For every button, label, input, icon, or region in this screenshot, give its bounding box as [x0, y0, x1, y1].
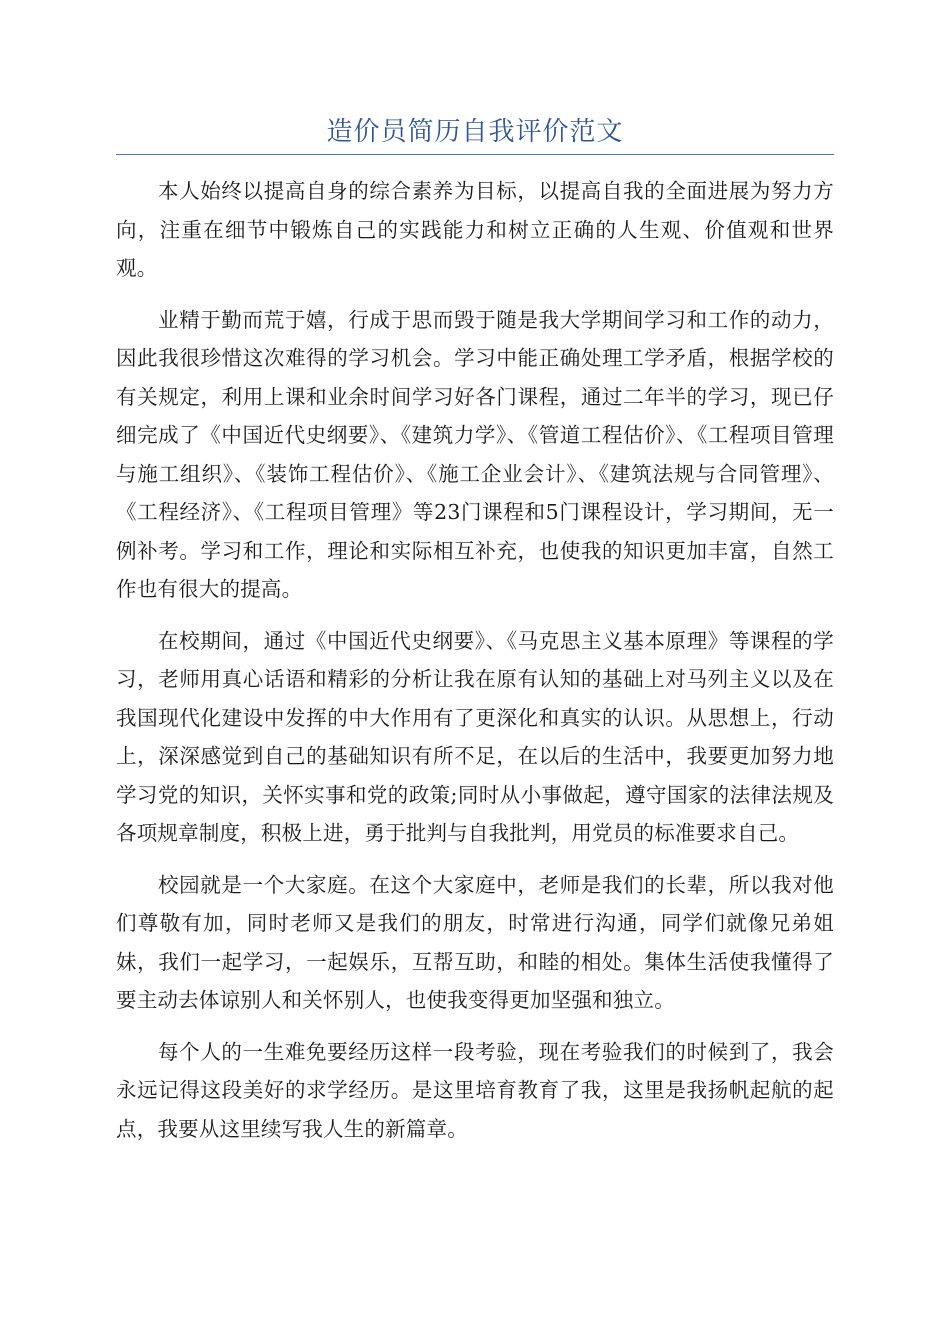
paragraph-5: 每个人的一生难免要经历这样一段考验，现在考验我们的时候到了，我会永远记得这段美好的求学经历。是这里培育教育了我，这里是我扬帆起航的起点，我要从这里续写我人生的新篇章。 [116, 1039, 834, 1141]
document-body [116, 172, 834, 1161]
title-underline [116, 154, 834, 155]
paragraph-3: 在校期间，通过《中国近代史纲要》、《马克思主义基本原理》等课程的学习，老师用真心话语和精彩的分析让我在原有认知的基础上对马列主义以及在我国现代化建设中发挥的中大作用有了更深化和真实的认识。从思想上，行动上，深深感觉到自己的基础知识有所不足，在以后的生活中，我要更加努力地学习党的知识，关怀实事和党的政策;同时从小事做起，遵守国家的法律法规及各项规章制度，积极上进，勇于批判与自我批判，用党员的标准要求自己。 [116, 628, 834, 845]
document-title: 造价员简历自我评价范文 [326, 117, 624, 147]
paragraph-4: 校园就是一个大家庭。在这个大家庭中，老师是我们的长辈，所以我对他们尊敬有加，同时老师又是我们的朋友，时常进行沟通，同学们就像兄弟姐妹，我们一起学习，一起娱乐，互帮互助，和睦的相处。集体生活使我懂得了要主动去体谅别人和关怀别人，也使我变得更加坚强和独立。 [116, 872, 834, 1012]
paragraph-1: 本人始终以提高自身的综合素养为目标，以提高自我的全面进展为努力方向，注重在细节中锻炼自己的实践能力和树立正确的人生观、价值观和世界观。 [116, 179, 834, 280]
paragraph-2: 业精于勤而荒于嬉，行成于思而毁于随是我大学期间学习和工作的动力，因此我很珍惜这次难得的学习机会。学习中能正确处理工学矛盾，根据学校的有关规定，利用上课和业余时间学习好各门课程，通过二年半的学习，现已仔细完成了《中国近代史纲要》、《建筑力学》、《管道工程估价》、《工程项目管理与施工组织》、《装饰工程估价》、《施工企业会计》、《建筑法规与合同管理》、《工程经济》、《工程项目管理》等23门课程和5门课程设计，学习期间，无一例补考。学习和工作，理论和实际相互补充，也使我的知识更加丰富，自然工作也有很大的提高。 [116, 307, 834, 601]
